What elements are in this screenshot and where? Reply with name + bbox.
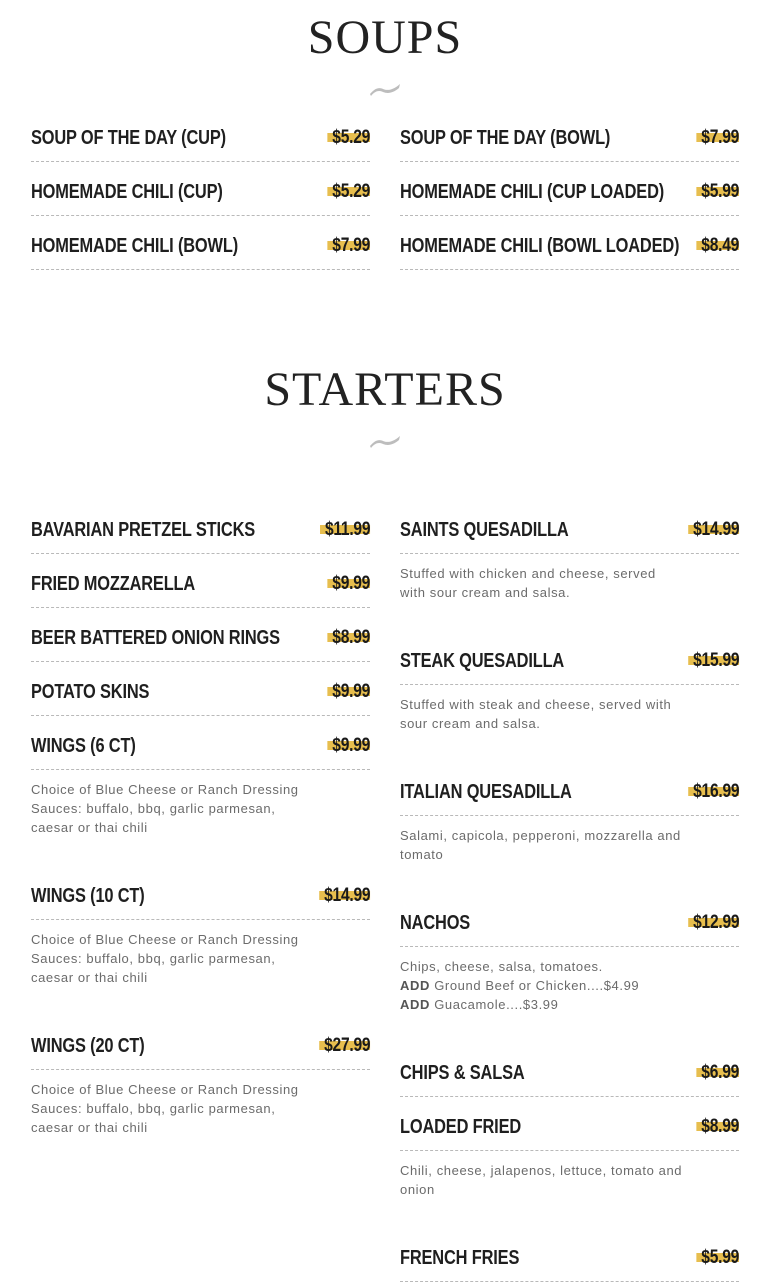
item-name: ITALIAN QUESADILLA xyxy=(400,781,572,803)
item-description: Stuffed with chicken and cheese, served with sour cream and salsa. xyxy=(400,566,656,600)
item-price: $8.49 xyxy=(696,235,739,257)
item-name: SOUP OF THE DAY (BOWL) xyxy=(400,127,611,149)
menu-item xyxy=(31,567,370,608)
menu-item xyxy=(400,175,739,216)
starters-title: STARTERS xyxy=(264,363,506,416)
soups-title: SOUPS xyxy=(307,11,463,64)
item-name: STEAK QUESADILLA xyxy=(400,650,565,672)
item-price: $5.99 xyxy=(696,181,739,203)
item-name: SAINTS QUESADILLA xyxy=(400,519,569,541)
item-description: Salami, capicola, pepperoni, mozzarella and tomato xyxy=(400,828,681,862)
item-description: Choice of Blue Cheese or Ranch Dressing Sauces: buffalo, bbq, garlic parmesan, caesar or thai chili xyxy=(31,782,299,835)
add-on-line: ADD Ground Beef or Chicken....$4.99 xyxy=(400,978,640,993)
menu-item xyxy=(31,175,370,216)
menu-item xyxy=(400,121,739,162)
item-description: Stuffed with steak and cheese, served with sour cream and salsa. xyxy=(400,697,672,731)
add-on-line: ADD Guacamole....$3.99 xyxy=(400,997,559,1012)
menu-item xyxy=(400,644,739,733)
item-description: Choice of Blue Cheese or Ranch Dressing Sauces: buffalo, bbq, garlic parmesan, caesar or thai chili xyxy=(31,932,299,985)
item-name: FRIED MOZZARELLA xyxy=(31,573,196,595)
menu-item xyxy=(400,775,739,864)
item-price: $9.99 xyxy=(327,735,370,757)
item-name: WINGS (10 CT) xyxy=(31,885,145,907)
item-price: $9.99 xyxy=(327,681,370,703)
item-price: $8.99 xyxy=(696,1116,739,1138)
item-description: Chips, cheese, salsa, tomatoes. ADD Ground Beef or Chicken....$4.99 ADD Guacamole....$3.99 xyxy=(400,957,690,1014)
item-name: BEER BATTERED ONION RINGS xyxy=(31,627,280,649)
item-name: NACHOS xyxy=(400,912,471,934)
item-price: $5.99 xyxy=(696,1247,739,1269)
item-description: Choice of Blue Cheese or Ranch Dressing Sauces: buffalo, bbq, garlic parmesan, caesar or thai chili xyxy=(31,1082,299,1135)
item-price: $16.99 xyxy=(688,781,739,803)
item-description: Chili, cheese, jalapenos, lettuce, tomato and onion xyxy=(400,1163,683,1197)
menu-item xyxy=(31,513,370,554)
menu-item xyxy=(400,906,739,1014)
menu-item xyxy=(31,729,370,837)
item-price: $27.99 xyxy=(319,1035,370,1057)
item-price: $9.99 xyxy=(327,573,370,595)
menu-item xyxy=(31,675,370,716)
item-price: $15.99 xyxy=(688,650,739,672)
item-price: $5.29 xyxy=(327,181,370,203)
menu-item xyxy=(400,229,739,270)
item-name: CHIPS & SALSA xyxy=(400,1062,525,1084)
item-name: HOMEMADE CHILI (BOWL LOADED) xyxy=(400,235,680,257)
item-price: $14.99 xyxy=(319,885,370,907)
item-name: SOUP OF THE DAY (CUP) xyxy=(31,127,226,149)
menu-item xyxy=(400,513,739,602)
item-name: FRENCH FRIES xyxy=(400,1247,520,1269)
item-name: POTATO SKINS xyxy=(31,681,150,703)
menu-item xyxy=(31,229,370,270)
item-price: $8.99 xyxy=(327,627,370,649)
item-name: HOMEMADE CHILI (CUP) xyxy=(31,181,223,203)
menu-item xyxy=(400,1110,739,1199)
item-name: WINGS (6 CT) xyxy=(31,735,136,757)
item-price: $7.99 xyxy=(696,127,739,149)
menu-item xyxy=(400,1056,739,1097)
item-price: $11.99 xyxy=(320,519,370,541)
item-price: $5.29 xyxy=(327,127,370,149)
item-name: HOMEMADE CHILI (CUP LOADED) xyxy=(400,181,665,203)
menu-item xyxy=(31,879,370,987)
item-price: $7.99 xyxy=(327,235,370,257)
item-price: $6.99 xyxy=(696,1062,739,1084)
item-name: WINGS (20 CT) xyxy=(31,1035,145,1057)
divider-flourish-icon xyxy=(369,81,401,97)
item-price: $14.99 xyxy=(688,519,739,541)
item-name: HOMEMADE CHILI (BOWL) xyxy=(31,235,238,257)
item-name: LOADED FRIED xyxy=(400,1116,522,1138)
menu-item xyxy=(31,1029,370,1137)
item-name: BAVARIAN PRETZEL STICKS xyxy=(31,519,256,541)
item-price: $12.99 xyxy=(688,912,739,934)
menu-item xyxy=(31,621,370,662)
divider-flourish-icon xyxy=(369,433,401,449)
menu-item xyxy=(31,121,370,162)
